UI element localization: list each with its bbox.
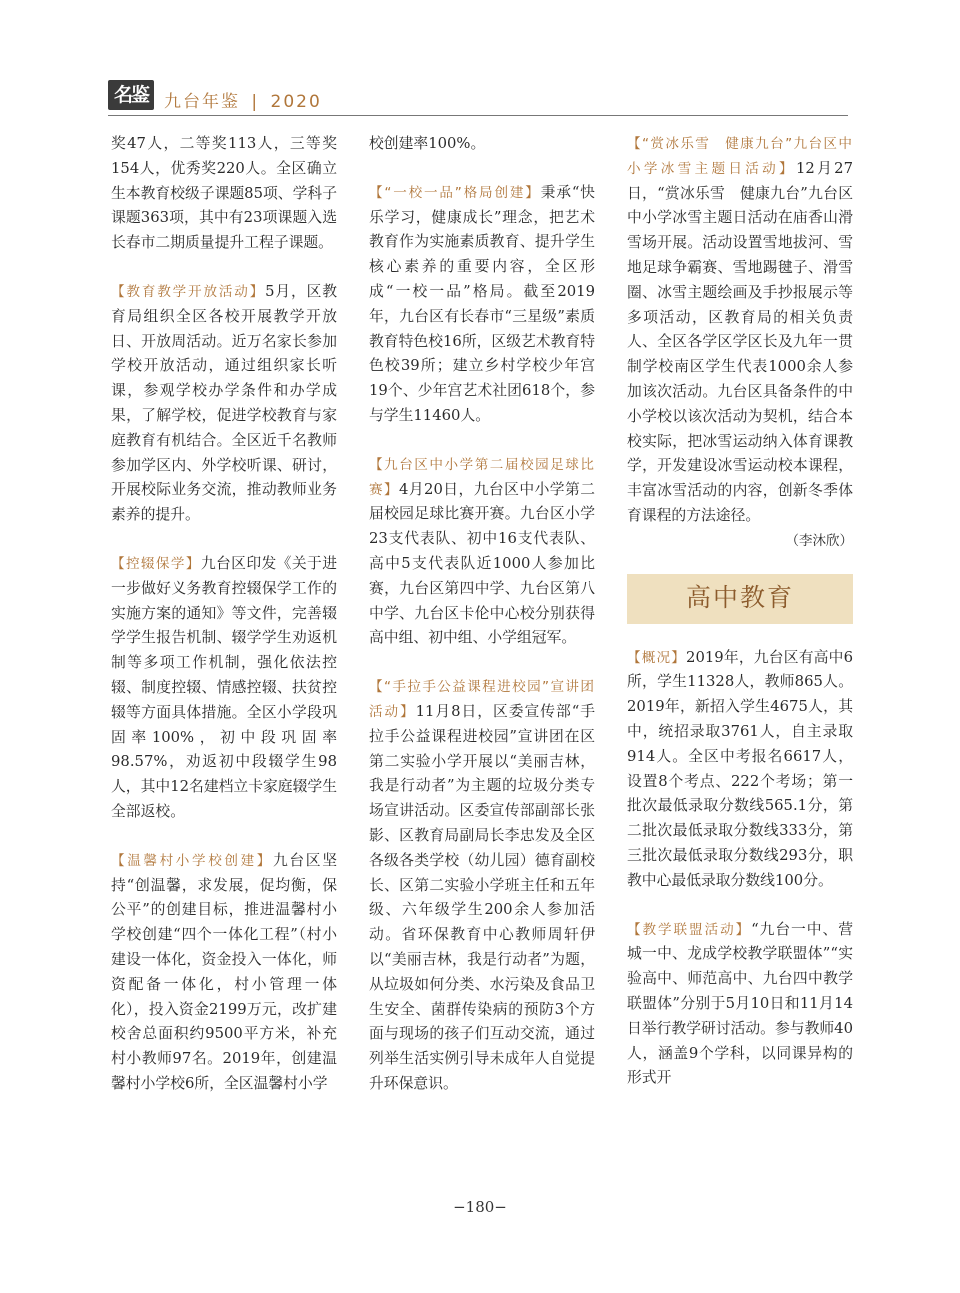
section-heading: 【控辍保学】 [111,555,201,572]
paragraph [111,849,337,1097]
author-credit: （李沐欣） [785,532,853,549]
section-heading: 【概况】 [627,649,687,666]
running-title [164,87,322,112]
paragraph [627,646,853,894]
paragraph-text: 11月8日，区委宣传部“手拉手公益课程进校园”宣讲团在区第二实验小学开展以“美丽吉林，我是行动者”为主题的垃圾分类专场宣讲活动。区委宣传部副部长张影、区教育局副局长李忠发及全区各级各类学校（幼儿园）德育副校长、区第二实验小学班主任和五年级、六年级学生200余人参加活动。省环保教育中心教师周轩伊以“美丽吉林，我是行动者”为题，从垃圾如何分类、水污染及食品卫生安全、菌群传染病的预防3个方面与现场的孩子们互动交流，通过列举生活实例引导未成年人自觉提升环保意识。 [369,702,596,1092]
yearbook-year: 2020 [270,92,322,112]
yearbook-title: 九台年鉴 [164,92,240,112]
paragraph: 校创建率100%。 [369,135,486,152]
section-banner [627,574,853,624]
column-1 [111,132,337,1121]
section-heading: 【温馨村小学校创建】 [111,852,273,869]
section-heading: 【教学联盟活动】 [627,921,752,938]
section-heading: 【“手拉手公益课程进校园”宣讲团活动】 [369,679,595,720]
paragraph [111,552,337,825]
paragraph [627,132,853,529]
paragraph-text: 5月，区教育局组织全区各校开展教学开放日、开放周活动。近万名家长参加学校开放活动，通过组织家长听课，参观学校办学条件和办学成果，了解学校，促进学校教育与家庭教育有机结合。全区近千名教师参加学区内、外学校听课、研讨，开展校际业务交流，推动教师业务素养的提升。 [111,282,337,524]
paragraph-text: 秉承“快乐学习，健康成长”理念，把艺术教育作为实施素质教育、提升学生核心素养的重要内容，全区形成“一校一品”格局。截至2019年，九台区有长春市“三星级”素质教育特色校16所，区级艺术教育特色校39所；建立乡村学校少年宫19个、少年宫艺术社团618个，参与学生11460人。 [369,183,595,424]
title-separator: | [251,92,260,112]
paragraph-text: 九台区印发《关于进一步做好义务教育控辍保学工作的实施方案的通知》等文件，完善辍学学生报告机制、辍学学生劝返机制等多项工作机制，强化依法控辍、制度控辍、情感控辍、扶贫控辍等方面具体措施。全区小学段巩固率100%，初中段巩固率98.57%，劝返初中段辍学生98人，其中12名建档立卡家庭辍学生全部返校。 [111,554,337,820]
paragraph-text: “九台一中、营城一中、龙成学校教学联盟体”“实验高中、师范高中、九台四中教学联盟体”分别于5月10日和11月14日举行教学研讨活动。参与教师40人，涵盖9个学科，以同课异构的形式开 [627,920,853,1087]
paragraph [627,918,853,1092]
yearbook-logo: 名鉴 [108,80,154,110]
header-rule [108,115,848,116]
section-heading: 【九台区中小学第二届校园足球比赛】 [369,456,595,498]
section-heading: 【“一校一品”格局创建】 [369,184,541,201]
section-title: 高中教育 [685,583,794,613]
page-header [108,78,848,118]
paragraph [111,280,337,528]
paragraph-text: 九台区坚持“创温馨，求发展，促均衡，保公平”的创建目标，推进温馨村小学校创建“四个一体化工程”（村小建设一体化，资金投入一体化，师资配备一体化，村小管理一体化），投入资金2199万元，改扩建校舍总面积约9500平方米，补充村小教师97名。2019年，创建温馨村小学校6所，全区温馨村小学 [111,851,337,1092]
paragraph-text: 12月27日，“赏冰乐雪 健康九台”九台区中小学冰雪主题日活动在庙香山滑雪场开展。活动设置雪地拔河、雪地足球争霸赛、雪地踢毽子、滑雪圈、冰雪主题绘画及手抄报展示等多项活动，区教育局的相关负责人、全区各学区学区长及九年一贯制学校南区学生代表1000余人参加该次活动。九台区具备条件的中小学校以该次活动为契机，结合本校实际，把冰雪运动纳入体育课教学，开发建设冰雪运动校本课程，丰富冰雪活动的内容，创新冬季体育课程的方法途径。 [627,159,853,524]
paragraph [369,675,595,1097]
section-heading: 【“赏冰乐雪 健康九台”九台区中小学冰雪主题日活动】 [627,136,853,177]
paragraph: 奖47人，二等奖113人，三等奖154人，优秀奖220人。全区确立生本教育校级子课题85项、学科子课题363项，其中有23项课题入选长春市二期质量提升工程子课题。 [111,135,337,252]
paragraph [369,181,595,429]
paragraph [369,453,595,651]
column-3 [627,132,853,1115]
section-heading: 【教育教学开放活动】 [111,283,266,300]
paragraph-text: 2019年，九台区有高中6所，学生11328人，教师865人。2019年，新招入学生4675人，其中，统招录取3761人，自主录取914人。全区中考报名6617人，设置8个考点、222个考场；第一批次最低录取分数线565.1分，第二批次最低录取分数线333分，第三批次最低录取分数线293分，职教中心最低录取分数线100分。 [627,648,853,889]
paragraph-text: 4月20日，九台区中小学第二届校园足球比赛开赛。九台区小学23支代表队、初中16支代表队、高中5支代表队近1000人参加比赛，九台区第四中学、九台区第八中学、九台区卡伦中心校分别获得高中组、初中组、小学组冠军。 [369,480,595,647]
page-number: −180− [453,1198,507,1216]
column-2 [369,132,595,1121]
